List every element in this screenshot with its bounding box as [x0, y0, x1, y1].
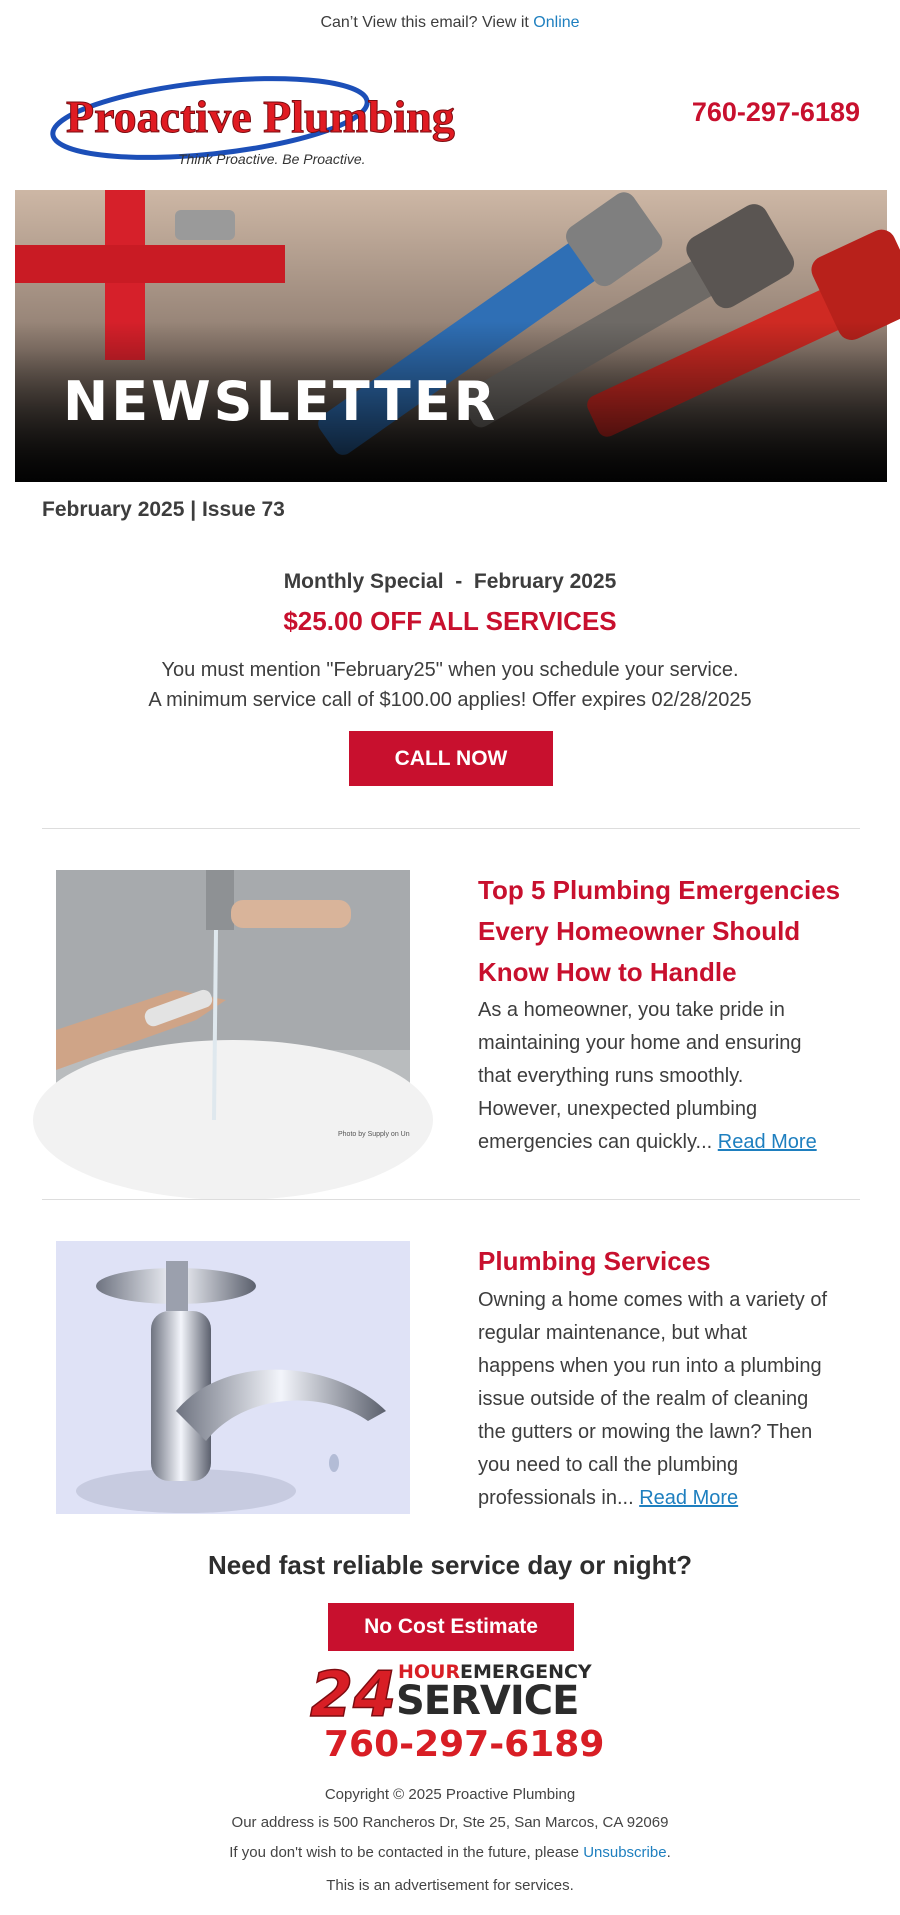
article-1-body-line: However, unexpected plumbing: [478, 1098, 758, 1120]
article-2-title[interactable]: [478, 1241, 878, 1282]
logo-text: Proactive Plumbing: [66, 91, 455, 142]
article-1-image[interactable]: [56, 870, 410, 1143]
preheader-text: Can’t View this email? View it: [320, 14, 529, 31]
logo-graphic: [50, 70, 455, 174]
article-1-body-line: As a homeowner, you take pride in: [478, 999, 785, 1021]
faucet-repair-photo: [56, 870, 410, 1143]
emergency-24: 24: [310, 1658, 397, 1731]
hero-banner: [15, 190, 887, 482]
article-2-image[interactable]: [56, 1241, 410, 1514]
article-2-body-line: professionals in...: [478, 1487, 640, 1509]
article-2-body-line: regular maintenance, but what: [478, 1322, 748, 1344]
emergency-word: EMERGENCY: [460, 1661, 592, 1683]
cta-heading: Need fast reliable service day or night?: [207, 1550, 693, 1580]
special-title: Monthly Special - February 2025: [283, 570, 617, 593]
call-now-button[interactable]: CALL NOW: [349, 731, 553, 786]
issue-label: February 2025 | Issue 73: [42, 498, 285, 521]
unsubscribe-text: If you don't wish to be contacted in the future, please: [229, 1844, 580, 1861]
article-1-body-line: emergencies can quickly...: [478, 1131, 718, 1153]
special-offer: $25.00 OFF ALL SERVICES: [283, 606, 617, 636]
article-2-body-line: Owning a home comes with a variety of: [478, 1289, 828, 1311]
article-2-body: [478, 1284, 878, 1515]
article-2-body-last-line: [478, 1482, 878, 1515]
footer-unsubscribe: [0, 1844, 900, 1861]
special-terms-line2: A minimum service call of $100.00 applies! Offer expires 02/28/2025: [148, 689, 752, 711]
photo-credit: Photo by Supply on Un: [338, 1131, 410, 1138]
logo-tagline: Think Proactive. Be Proactive.: [178, 151, 366, 167]
emergency-service-word: SERVICE: [396, 1678, 579, 1724]
header-phone-link[interactable]: 760-297-6189: [691, 97, 860, 127]
company-logo[interactable]: [50, 70, 455, 174]
special-terms-line1: You must mention "February25" when you schedule your service.: [161, 659, 739, 681]
article-1-title-line: Know How to Handle: [478, 957, 737, 987]
article-2-title-line: Plumbing Services: [478, 1246, 711, 1276]
article-2-read-more-link[interactable]: Read More: [639, 1487, 739, 1509]
article-1-read-more-link[interactable]: Read More: [717, 1131, 817, 1153]
emergency-service-badge[interactable]: [306, 1656, 605, 1765]
footer-copyright: Copyright © 2025 Proactive Plumbing: [324, 1786, 576, 1803]
unsubscribe-link[interactable]: Unsubscribe: [583, 1844, 667, 1861]
divider: [42, 828, 860, 829]
unsubscribe-period: .: [666, 1844, 671, 1861]
footer-address: Our address is 500 Rancheros Dr, Ste 25, San Marcos, CA 92069: [231, 1814, 669, 1831]
article-1-body: [478, 994, 878, 1159]
hero-image: [15, 190, 887, 482]
preheader: [0, 14, 900, 32]
no-cost-estimate-button[interactable]: No Cost Estimate: [328, 1603, 574, 1651]
article-1-title-line: Every Homeowner Should: [478, 916, 801, 946]
emergency-service-graphic: [306, 1656, 605, 1765]
article-2-body-line: happens when you run into a plumbing: [478, 1355, 822, 1377]
hero-title: NEWSLETTER: [63, 370, 499, 433]
article-1-body-line: maintaining your home and ensuring: [478, 1032, 802, 1054]
divider: [42, 1199, 860, 1200]
article-1-body-line: that everything runs smoothly.: [478, 1065, 744, 1087]
view-online-link[interactable]: Online: [533, 14, 580, 31]
article-2-body-line: issue outside of the realm of cleaning: [478, 1388, 809, 1410]
article-2-body-line: the gutters or mowing the lawn? Then: [478, 1421, 813, 1443]
article-1-body-last-line: [478, 1126, 878, 1159]
emergency-hour: HOUR: [398, 1661, 461, 1683]
chrome-faucet-photo: [56, 1241, 410, 1514]
footer-ad-notice: This is an advertisement for services.: [326, 1877, 574, 1894]
article-1-title[interactable]: [478, 870, 878, 993]
emergency-phone: 760-297-6189: [324, 1724, 605, 1765]
article-1-title-line: Top 5 Plumbing Emergencies: [478, 875, 841, 905]
article-2-body-line: you need to call the plumbing: [478, 1454, 739, 1476]
